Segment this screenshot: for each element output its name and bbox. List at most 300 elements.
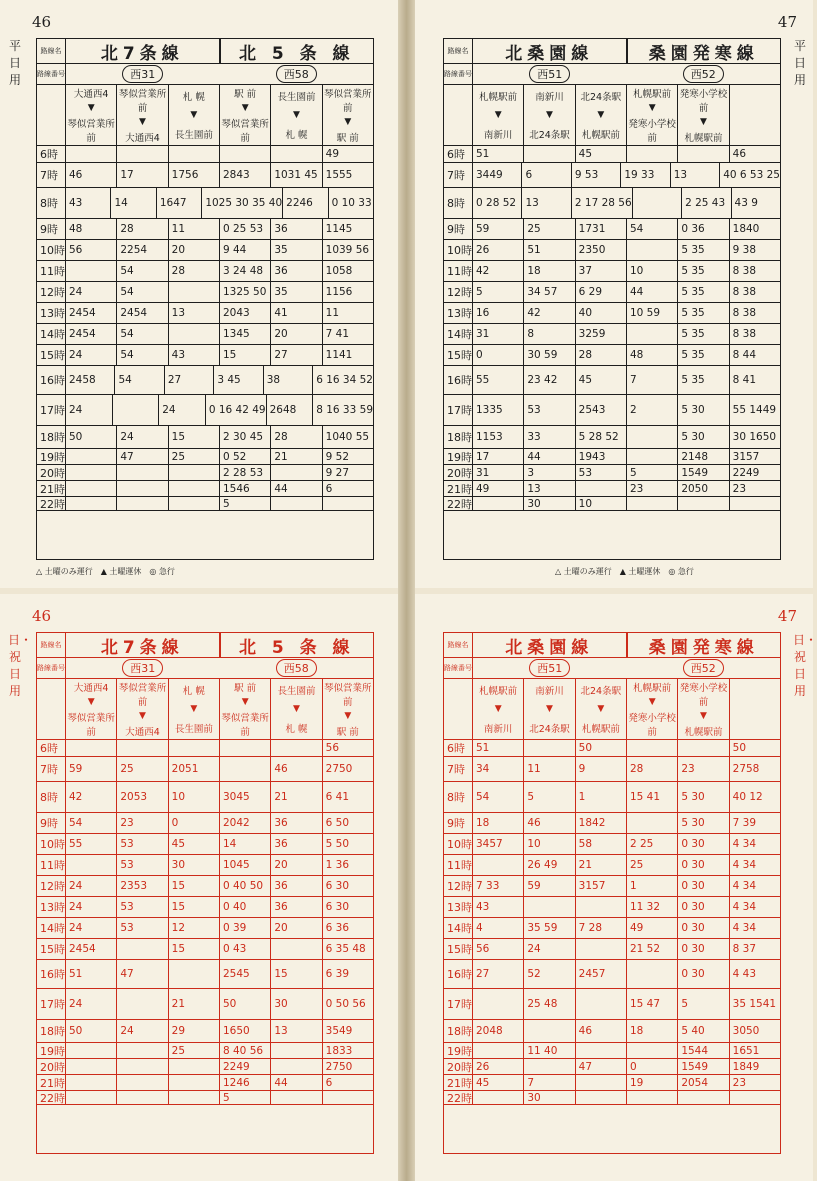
departure-minutes: 19 33 (620, 163, 669, 187)
departure-minutes: 4 43 (729, 960, 780, 988)
route-number-label: 路線番号 (444, 658, 473, 678)
departure-minutes: 6 (322, 481, 373, 496)
from-stop: 琴似営業所前 (324, 683, 372, 709)
hour-row (37, 366, 373, 395)
hour-label: 19時 (40, 1044, 65, 1058)
to-stop: 琴似営業所前 (221, 118, 269, 144)
hour-row (444, 876, 780, 897)
departure-minutes: 11 40 (523, 1043, 574, 1058)
direction-arrow-icon: ▼ (344, 710, 352, 721)
departure-minutes: 13 (521, 188, 570, 218)
departure-minutes: 5 30 (677, 426, 728, 448)
departure-minutes: 21 (270, 782, 321, 812)
departure-minutes: 35 1541 (729, 989, 780, 1019)
departure-minutes (116, 939, 167, 959)
departure-minutes: 55 (472, 366, 523, 394)
departure-minutes: 23 (116, 813, 167, 833)
departure-minutes: 30 (523, 1091, 574, 1104)
departure-minutes: 44 (270, 1075, 321, 1090)
from-stop: 北24条駅 (580, 91, 622, 103)
departure-minutes (626, 146, 677, 162)
departure-minutes: 1833 (322, 1043, 373, 1058)
from-stop: 駅 前 (234, 89, 257, 101)
departure-minutes: 1145 (322, 219, 373, 239)
departure-minutes: 2543 (575, 395, 626, 425)
departure-minutes (168, 1059, 219, 1074)
destination-header (575, 85, 626, 145)
departure-minutes: 2043 (219, 303, 270, 323)
departure-minutes: 48 (626, 345, 677, 365)
departure-minutes: 46 (729, 146, 780, 162)
departure-minutes: 35 59 (523, 918, 574, 938)
departure-minutes: 8 44 (729, 345, 780, 365)
departure-minutes: 1544 (677, 1043, 728, 1058)
page-number: 47 (777, 607, 797, 625)
departure-minutes: 0 52 (219, 449, 270, 464)
departure-minutes: 46 (575, 1020, 626, 1042)
departure-minutes: 5 35 (677, 303, 728, 323)
hour-label: 9時 (40, 223, 58, 236)
departure-minutes: 2050 (677, 481, 728, 496)
hour-row (444, 324, 780, 345)
hour-label: 6時 (40, 742, 58, 755)
hour-row (37, 426, 373, 449)
departure-minutes: 14 (110, 188, 155, 218)
departure-minutes: 10 (523, 834, 574, 854)
departure-minutes: 1246 (219, 1075, 270, 1090)
departure-minutes: 11 32 (626, 897, 677, 917)
hour-row (444, 366, 780, 395)
departure-minutes: 33 (523, 426, 574, 448)
departure-minutes (270, 740, 321, 756)
hour-row (37, 481, 373, 497)
from-stop: 大通西4 (73, 89, 109, 101)
hour-label: 9時 (447, 817, 465, 830)
departure-minutes: 3050 (729, 1020, 780, 1042)
hour-row (37, 465, 373, 481)
departure-minutes: 15 (168, 876, 219, 896)
departure-minutes: 6 (322, 1075, 373, 1090)
departure-minutes (65, 465, 116, 480)
hour-label: 6時 (40, 148, 58, 161)
departure-minutes: 35 (270, 240, 321, 260)
hour-label: 17時 (447, 998, 472, 1011)
departure-minutes: 50 (219, 989, 270, 1019)
departure-minutes: 44 (523, 449, 574, 464)
departure-minutes: 5 30 (677, 395, 728, 425)
departure-minutes (65, 481, 116, 496)
destination-header (472, 85, 523, 145)
departure-minutes: 27 (472, 960, 523, 988)
to-stop: 琴似営業所前 (221, 712, 269, 738)
departure-minutes: 8 38 (729, 282, 780, 302)
departure-minutes: 18 (626, 1020, 677, 1042)
hour-label: 16時 (447, 968, 472, 981)
departure-minutes (270, 939, 321, 959)
from-stop: 発寒小学校前 (679, 89, 728, 115)
departure-minutes: 2042 (219, 813, 270, 833)
legend: △ 土曜のみ運行 ▲ 土曜運休 ◎ 急行 (36, 567, 175, 576)
departure-minutes: 5 35 (677, 324, 728, 344)
departure-minutes: 5 40 (677, 1020, 728, 1042)
departure-minutes: 50 (575, 740, 626, 756)
destination-header (626, 85, 677, 145)
departure-minutes (112, 395, 159, 425)
departure-minutes (322, 497, 373, 510)
hour-row (37, 282, 373, 303)
departure-minutes: 3157 (729, 449, 780, 464)
direction-arrow-icon: ▼ (648, 102, 656, 113)
departure-minutes: 51 (472, 146, 523, 162)
departure-minutes (65, 449, 116, 464)
departure-minutes: 2454 (65, 324, 116, 344)
to-stop: 札幌駅前 (581, 130, 620, 142)
departure-minutes (168, 1075, 219, 1090)
departure-minutes: 2454 (65, 303, 116, 323)
departure-minutes: 6 39 (322, 960, 373, 988)
departure-minutes: 2454 (116, 303, 167, 323)
route-number-badge: 西58 (276, 65, 317, 83)
hour-label: 11時 (447, 859, 472, 872)
legend: △ 土曜のみ運行 ▲ 土曜運休 ◎ 急行 (555, 567, 694, 576)
departure-minutes: 4 (472, 918, 523, 938)
departure-minutes: 0 30 (677, 918, 728, 938)
departure-minutes: 1156 (322, 282, 373, 302)
timetable-grid (36, 632, 374, 1154)
destination-header (729, 679, 780, 739)
hour-label: 10時 (40, 244, 65, 257)
departure-minutes: 50 (729, 740, 780, 756)
hour-row (37, 897, 373, 918)
hour-label: 19時 (447, 450, 472, 464)
hour-label: 10時 (447, 838, 472, 851)
hour-row (37, 163, 373, 188)
departure-minutes: 46 (523, 813, 574, 833)
departure-minutes: 8 37 (729, 939, 780, 959)
departure-minutes (626, 960, 677, 988)
departure-minutes (729, 497, 780, 510)
departure-minutes: 36 (270, 897, 321, 917)
departure-minutes: 24 (523, 939, 574, 959)
hour-label: 18時 (447, 1025, 472, 1038)
departure-minutes: 15 47 (626, 989, 677, 1019)
departure-minutes: 2 25 43 (681, 188, 730, 218)
departure-minutes: 4 34 (729, 918, 780, 938)
departure-minutes (65, 740, 116, 756)
hour-row (37, 497, 373, 511)
hour-row (444, 740, 780, 757)
hour-row (444, 282, 780, 303)
departure-minutes: 2 28 53 (219, 465, 270, 480)
to-stop: 札幌駅前 (581, 724, 620, 736)
timetable-grid (36, 38, 374, 560)
destination-header (575, 679, 626, 739)
route-number-badge: 西51 (529, 65, 570, 83)
departure-minutes: 0 30 (677, 939, 728, 959)
hour-row (37, 1091, 373, 1105)
hour-row (37, 1059, 373, 1075)
departure-minutes (65, 497, 116, 510)
departure-minutes: 31 (472, 324, 523, 344)
departure-minutes: 5 35 (677, 240, 728, 260)
from-stop: 琴似営業所前 (118, 683, 167, 709)
hour-label: 21時 (447, 1076, 472, 1090)
departure-minutes: 53 (116, 918, 167, 938)
hour-label: 10時 (447, 244, 472, 257)
hour-label: 12時 (40, 286, 65, 299)
departure-minutes: 0 36 (677, 219, 728, 239)
hour-label: 17時 (447, 404, 472, 417)
from-stop: 駅 前 (234, 683, 257, 695)
departure-minutes: 1045 (219, 855, 270, 875)
departure-minutes: 54 (65, 813, 116, 833)
departure-minutes (472, 855, 523, 875)
route-name-label: 路線名 (444, 39, 473, 63)
route-title: 北桑園線 (505, 637, 594, 658)
departure-minutes: 56 (472, 939, 523, 959)
hour-row (444, 219, 780, 240)
departure-minutes (116, 497, 167, 510)
timetable-grid (443, 38, 781, 560)
departure-minutes: 28 (626, 757, 677, 781)
departure-minutes: 54 (116, 324, 167, 344)
hour-row (37, 757, 373, 782)
route-name-label: 路線名 (444, 633, 473, 657)
departure-minutes: 2350 (575, 240, 626, 260)
route-title: 北 5 条 線 (219, 39, 374, 63)
departure-minutes: 3045 (219, 782, 270, 812)
departure-minutes: 11 (523, 757, 574, 781)
departure-minutes (626, 1043, 677, 1058)
hour-row (444, 146, 780, 163)
departure-minutes (168, 740, 219, 756)
departure-minutes (575, 939, 626, 959)
departure-minutes: 1 36 (322, 855, 373, 875)
departure-minutes: 1555 (322, 163, 373, 187)
departure-minutes: 54 (472, 782, 523, 812)
from-stop: 南新川 (535, 91, 564, 103)
departure-minutes: 59 (523, 876, 574, 896)
departure-minutes: 15 (168, 897, 219, 917)
hour-label: 8時 (447, 197, 465, 210)
hour-row (37, 960, 373, 989)
departure-minutes: 28 (168, 261, 219, 281)
destination-header (219, 679, 270, 739)
page-number: 46 (32, 607, 52, 625)
departure-minutes: 19 (626, 1075, 677, 1090)
from-stop: 琴似営業所前 (118, 89, 167, 115)
departure-minutes (65, 1091, 116, 1104)
destination-header (322, 679, 373, 739)
departure-minutes: 6 30 (322, 876, 373, 896)
destination-header (626, 679, 677, 739)
hour-row (444, 345, 780, 366)
departure-minutes (116, 989, 167, 1019)
departure-minutes: 21 (575, 855, 626, 875)
destination-header (472, 679, 523, 739)
departure-minutes: 2249 (729, 465, 780, 480)
route-number-label: 路線番号 (37, 64, 66, 84)
departure-minutes: 1546 (219, 481, 270, 496)
hour-label: 20時 (447, 466, 472, 480)
departure-minutes: 2454 (65, 939, 116, 959)
direction-arrow-icon: ▼ (597, 703, 605, 714)
departure-minutes: 20 (168, 240, 219, 260)
departure-minutes: 45 (575, 366, 626, 394)
destination-header (729, 85, 780, 145)
departure-minutes: 1025 30 35 40 (201, 188, 282, 218)
departure-minutes: 0 43 (219, 939, 270, 959)
departure-minutes: 0 30 (677, 897, 728, 917)
departure-minutes: 6 30 (322, 897, 373, 917)
departure-minutes (472, 497, 523, 510)
departure-minutes: 24 (158, 395, 205, 425)
departure-minutes: 1039 56 (322, 240, 373, 260)
departure-minutes: 2458 (65, 366, 114, 394)
departure-minutes (168, 324, 219, 344)
departure-minutes: 23 42 (523, 366, 574, 394)
destination-header (219, 85, 270, 145)
direction-arrow-icon: ▼ (293, 109, 300, 120)
direction-arrow-icon: ▼ (546, 109, 553, 120)
destination-header (677, 679, 728, 739)
departure-minutes: 59 (472, 219, 523, 239)
departure-minutes: 36 (270, 219, 321, 239)
departure-minutes: 3 45 (213, 366, 262, 394)
departure-minutes: 2246 (282, 188, 327, 218)
departure-minutes: 28 (575, 345, 626, 365)
hour-row (444, 960, 780, 989)
hour-label: 7時 (447, 169, 465, 182)
departure-minutes: 18 (472, 813, 523, 833)
to-stop: 大通西4 (125, 132, 160, 144)
departure-minutes: 40 6 53 25 (719, 163, 780, 187)
departure-minutes: 52 (523, 960, 574, 988)
departure-minutes: 0 30 (677, 960, 728, 988)
timetable-page-4 (415, 594, 817, 1181)
departure-minutes: 44 (626, 282, 677, 302)
hour-row (444, 163, 780, 188)
to-stop: 駅 前 (336, 726, 359, 738)
hour-row (37, 345, 373, 366)
route-number-badge: 西52 (683, 65, 724, 83)
to-stop: 大通西4 (125, 726, 160, 738)
departure-minutes (65, 1075, 116, 1090)
hour-row (37, 188, 373, 219)
book-gutter (398, 0, 415, 1181)
hour-label: 18時 (40, 431, 65, 444)
departure-minutes: 27 (270, 345, 321, 365)
route-number-badge: 西31 (122, 659, 163, 677)
departure-minutes: 24 (65, 395, 112, 425)
hour-label: 16時 (40, 968, 65, 981)
route-number-badge: 西51 (529, 659, 570, 677)
departure-minutes: 25 48 (523, 989, 574, 1019)
departure-minutes: 6 (521, 163, 570, 187)
route-number-badge: 西58 (276, 659, 317, 677)
departure-minutes: 0 30 (677, 876, 728, 896)
departure-minutes: 2254 (116, 240, 167, 260)
departure-minutes: 1849 (729, 1059, 780, 1074)
departure-minutes: 2 25 (626, 834, 677, 854)
hour-row (444, 261, 780, 282)
departure-minutes (677, 497, 728, 510)
departure-minutes (523, 1059, 574, 1074)
hour-row (444, 855, 780, 876)
departure-minutes: 6 16 34 52 (312, 366, 373, 394)
destination-header (677, 85, 728, 145)
departure-minutes: 2648 (266, 395, 313, 425)
hour-label: 18時 (447, 431, 472, 444)
departure-minutes (626, 1091, 677, 1104)
departure-minutes: 11 (322, 303, 373, 323)
departure-minutes: 2750 (322, 757, 373, 781)
departure-minutes: 35 (270, 282, 321, 302)
departure-minutes: 1153 (472, 426, 523, 448)
departure-minutes: 2051 (168, 757, 219, 781)
timetable-page-2 (415, 0, 813, 588)
departure-minutes: 47 (116, 960, 167, 988)
departure-minutes: 23 (677, 757, 728, 781)
departure-minutes: 2 30 45 (219, 426, 270, 448)
departure-minutes: 4 34 (729, 834, 780, 854)
departure-minutes: 0 50 56 (322, 989, 373, 1019)
departure-minutes: 1650 (219, 1020, 270, 1042)
departure-minutes: 8 41 (729, 366, 780, 394)
direction-arrow-icon: ▼ (241, 102, 249, 113)
departure-minutes: 48 (65, 219, 116, 239)
departure-minutes: 46 (65, 163, 116, 187)
route-title: 北桑園線 (505, 43, 594, 64)
departure-minutes: 9 (575, 757, 626, 781)
departure-minutes: 46 (270, 757, 321, 781)
departure-minutes: 24 (65, 897, 116, 917)
departure-minutes: 17 (472, 449, 523, 464)
hour-label: 6時 (447, 742, 465, 755)
departure-minutes (677, 146, 728, 162)
departure-minutes: 2048 (472, 1020, 523, 1042)
route-number-badge: 西31 (122, 65, 163, 83)
departure-minutes: 3157 (575, 876, 626, 896)
hour-label: 9時 (447, 223, 465, 236)
hour-label: 11時 (447, 265, 472, 278)
departure-minutes: 15 (168, 426, 219, 448)
departure-minutes: 5 (219, 497, 270, 510)
departure-minutes (270, 1043, 321, 1058)
departure-minutes: 13 (523, 481, 574, 496)
hour-row (444, 897, 780, 918)
hour-row (444, 395, 780, 426)
departure-minutes: 44 (270, 481, 321, 496)
hour-label: 12時 (447, 286, 472, 299)
departure-minutes (116, 1059, 167, 1074)
departure-minutes: 1 (626, 876, 677, 896)
departure-minutes: 38 (263, 366, 312, 394)
hour-label: 15時 (40, 943, 65, 956)
departure-minutes (219, 146, 270, 162)
departure-minutes: 21 52 (626, 939, 677, 959)
departure-minutes (523, 1020, 574, 1042)
departure-minutes (65, 146, 116, 162)
departure-minutes: 28 (270, 426, 321, 448)
hour-label: 11時 (40, 859, 65, 872)
departure-minutes: 53 (116, 897, 167, 917)
departure-minutes (168, 282, 219, 302)
departure-minutes: 5 (523, 782, 574, 812)
departure-minutes: 15 (219, 345, 270, 365)
departure-minutes: 10 (626, 261, 677, 281)
hour-row (444, 1020, 780, 1043)
